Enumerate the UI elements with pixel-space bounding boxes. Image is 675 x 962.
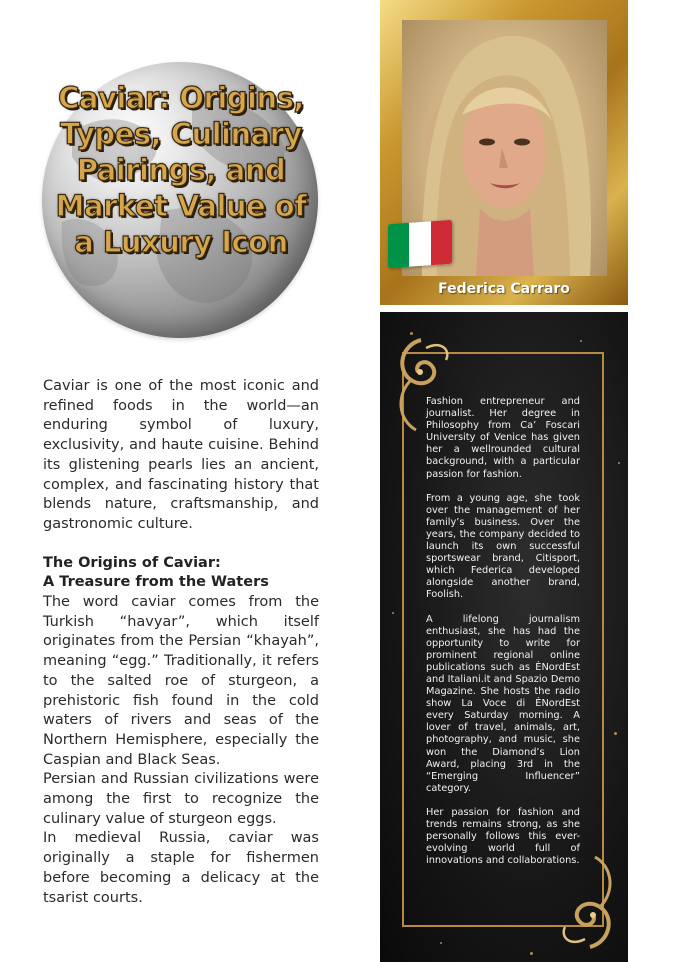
flag-stripe-white <box>409 221 430 266</box>
author-bio-text <box>426 396 580 879</box>
section-heading-line1: The Origins of Caviar: <box>43 554 221 571</box>
author-bio-panel <box>380 312 628 962</box>
italian-flag-icon <box>388 220 452 268</box>
article-title: Caviar: Origins, Types, Culinary Pairings, and Market Value of a Luxury Icon <box>55 81 307 259</box>
author-name: Federica Carraro <box>438 281 570 297</box>
bio-paragraph-2: From a young age, she took over the management of her family’s business. Over the years, the company decided to launch its own successful sportswear brand, Citisport, which Federica developed alongside another brand, Foolish. <box>426 492 580 601</box>
bio-paragraph-1: Fashion entrepreneur and journalist. Her degree in Philosophy from Ca’ Foscari University of Venice has given her a wellrounded cultural background, with a particular passion for fashion. <box>426 396 580 480</box>
flag-stripe-red <box>431 220 452 265</box>
author-card <box>380 0 628 305</box>
section-heading-line2: A Treasure from the Waters <box>43 574 269 591</box>
body-paragraph-1: The word caviar comes from the Turkish “havyar”, which itself originates from the Persian “khayah”, meaning “egg.” Traditionally, it refers to the salted roe of sturgeon, a prehistoric fish found in the cold waters of rivers and seas of the Northern Hemisphere, especially the Caspian and Black Seas. <box>43 594 319 768</box>
article-body <box>43 377 319 908</box>
flag-stripe-green <box>388 223 409 268</box>
body-paragraph-2: Persian and Russian civilizations were among the first to recognize the culinary value of sturgeon eggs. <box>43 771 319 827</box>
section-heading <box>43 554 319 593</box>
body-paragraph-3: In medieval Russia, caviar was originally a staple for fishermen before becoming a delicacy at the tsarist courts. <box>43 830 319 906</box>
intro-paragraph: Caviar is one of the most iconic and refined foods in the world—an enduring symbol of luxury, exclusivity, and haute cuisine. Behind its glistening pearls lies an ancient, complex, and fascinating history that blends nature, craftsmanship, and gastronomic culture. <box>43 378 319 532</box>
bio-paragraph-3: A lifelong journalism enthusiast, she has had the opportunity to write for prominent regional online publications such as ÈNordEst and Italiani.it and Spazio Demo Magazine. She hosts the radio show La Voce di ÈNordEst every Saturday morning. A lover of travel, animals, art, photography, and music, she won the Diamond’s Lion Award, placing 3rd in the “Emerging Influencer” category. <box>426 613 580 794</box>
bio-paragraph-4: Her passion for fashion and trends remains strong, as she personally follows this ever-evolving world full of innovations and collaborations. <box>426 806 580 867</box>
